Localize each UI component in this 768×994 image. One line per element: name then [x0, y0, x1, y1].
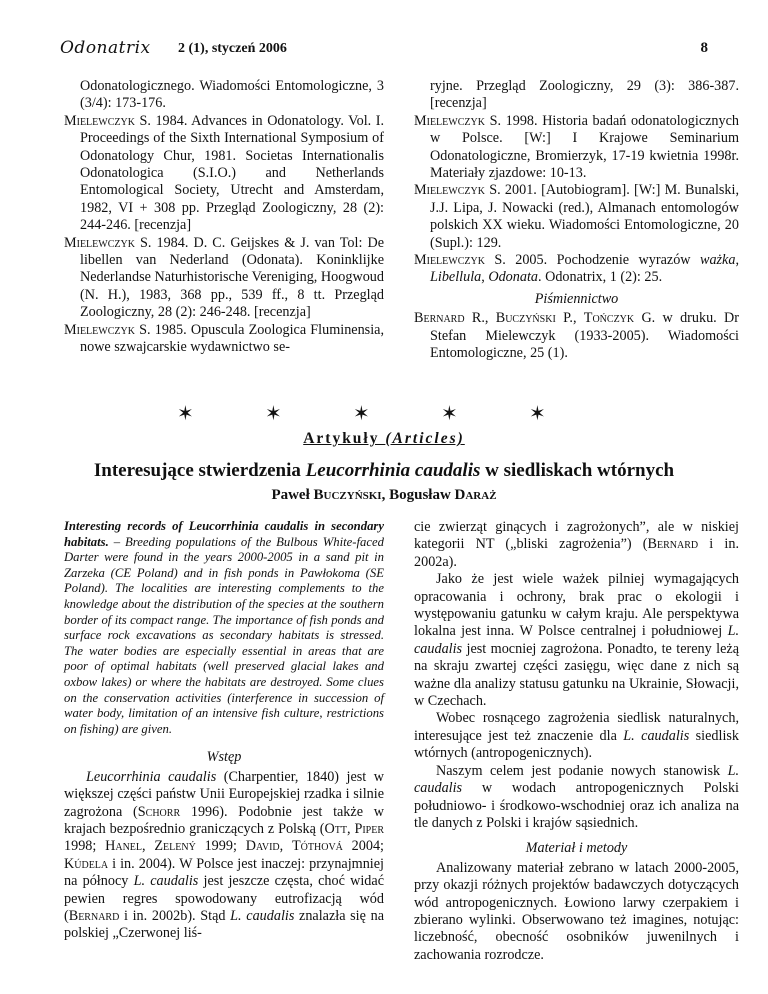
citation-author: Bernard	[647, 536, 699, 553]
title-species: Leucorrhinia caudalis	[305, 460, 481, 481]
body-text: ,	[347, 820, 355, 837]
body-paragraph	[414, 519, 739, 571]
body-text: Wobec rosnącego zagrożenia siedlisk naturalnych, interesujące jest też znaczenie dla	[414, 710, 739, 744]
body-text: i in. 2004). W Polsce jest inaczej: przynajmniej na północy	[64, 855, 384, 890]
wstep-paragraph	[64, 769, 384, 943]
reference-item	[414, 252, 739, 287]
reference-text: S. 2005. Pochodzenie wyrazów	[484, 252, 700, 269]
page-header	[60, 38, 708, 62]
body-text: i in. 2002b). Stąd	[119, 907, 231, 924]
page-number: 8	[700, 40, 708, 56]
body-text: Jako że jest wiele ważek pilniej wymagających opracowania i ochrony, brak prac o ekologii i występowaniu gatunku w całym kraju. Ale perspektywa lokalna jest inna. W Polsce centralnej i południowej	[414, 571, 739, 640]
reference-text: S. 1985. Opuscula Zoologica Fluminensia, nowe szwajcarskie wydawnictwo se-	[80, 321, 384, 356]
methods-heading: Materiał i metody	[525, 840, 628, 857]
citation-author: David	[245, 838, 280, 855]
section-heading-sub: (Articles)	[385, 430, 465, 447]
title-text: Interesujące stwierdzenia	[93, 460, 306, 481]
author-last-name: Daraż	[454, 487, 497, 503]
citation-author: Tóthová	[292, 838, 343, 855]
species-name: L. caudalis	[414, 762, 739, 797]
reference-author: Bernard	[414, 310, 465, 327]
citation-author: Ott	[324, 820, 347, 837]
citation-author: Zelený	[154, 838, 196, 855]
species-name: L. caudalis	[230, 907, 295, 924]
citation-author: Hanel	[105, 838, 143, 855]
article-authors	[0, 487, 768, 504]
reference-author: Mielewczyk	[64, 321, 135, 338]
species-name: L. caudalis	[623, 727, 690, 744]
reference-text: S. 2001. [Autobiogram]. [W:] M. Bunalski, J.J. Lipa, J. Nowacki (red.), Almanach entomologów polskich XX wieku. Wiadomości Entomologiczne, 20 (Supl.): 129.	[430, 182, 739, 251]
body-text: 1999;	[195, 838, 246, 855]
reference-item	[414, 182, 739, 252]
author-last-name: Buczyński	[313, 487, 382, 503]
abstract-title: Interesting records of Leucorrhinia caudalis in secondary habitats.	[64, 519, 384, 549]
reference-term: ważka	[699, 252, 736, 269]
species-name: L. caudalis	[414, 623, 739, 657]
reference-item	[64, 235, 384, 322]
article-right-column	[414, 519, 739, 964]
reference-author: Mielewczyk	[64, 234, 135, 251]
body-paragraph	[414, 763, 739, 833]
reference-text: ryjne. Przegląd Zoologiczny, 29 (3): 386-387. [recenzja]	[430, 78, 739, 112]
body-paragraph	[414, 710, 739, 762]
reference-item	[64, 322, 384, 357]
reference-author: Buczyński	[495, 310, 556, 327]
reference-item	[64, 78, 384, 113]
reference-author: Mielewczyk	[414, 112, 485, 129]
author-first-name: , Bogusław	[381, 487, 455, 503]
section-heading	[0, 430, 768, 448]
star-icon: ✶	[353, 403, 370, 425]
references-right-column	[414, 78, 739, 363]
reference-term: Odonata	[488, 269, 538, 286]
star-icon: ✶	[265, 403, 282, 425]
body-text: jest jeszcze częsta, choć widać pewien regres spowodowany eutrofizacją wód (	[64, 873, 384, 924]
reference-term: Libellula	[430, 269, 482, 286]
reference-author: Tończyk	[583, 310, 635, 327]
citation-author: Schorr	[137, 803, 181, 820]
abstract	[64, 519, 384, 737]
body-text: ,	[142, 838, 155, 855]
reference-author: Mielewczyk	[414, 182, 485, 199]
author-first-name: Paweł	[271, 487, 314, 503]
reference-text: S. 1984. D. C. Geijskes & J. van Tol: De libellen van Nederland (Odonata). Koninklijke Nederlandse Naturhistorische Vereniging, Hoogwoud (N. H.), 1983, 368 pp., 539 ff., 8 tt. Przegląd Zoologiczny, 28 (2): 246-248. [recenzja]	[80, 234, 384, 321]
reference-text: ,	[735, 252, 739, 269]
body-text: (Charpentier, 1840) jest w większej części państw Unii Europejskiej rzadka i silnie zagrożona (	[64, 768, 384, 820]
reference-text: G. w druku. Dr Stefan Mielewczyk (1933-2005). Wiadomości Entomologiczne, 25 (1).	[430, 310, 739, 362]
reference-author: Mielewczyk	[414, 252, 485, 269]
reference-item	[414, 310, 739, 362]
star-icon: ✶	[441, 403, 458, 425]
body-text: i in. 2002a).	[414, 536, 739, 570]
reference-author: Mielewczyk	[64, 112, 135, 129]
star-icon: ✶	[529, 403, 546, 425]
wstep-heading: Wstęp	[206, 749, 242, 766]
reference-text: ,	[481, 269, 489, 286]
body-paragraph	[414, 571, 739, 710]
body-text: ,	[279, 838, 292, 855]
reference-item	[414, 113, 739, 183]
reference-text: P.,	[555, 310, 584, 327]
abstract-text: – Breeding populations of the Bulbous White-faced Darter were found in the years 2000-2005 in a sand pit in Zarzeka (CE Poland) and in fish ponds in Pawłokoma (SE Poland). The localities are interesting complements to the knowledge about the distribution of the species at the southern border of its compact range. The importance of fish ponds and surface rock excavations as secondary habitats is stressed. The water bodies are especially essential in areas that are poor of optimal habitats (well preserved glacial lakes and oxbow lakes) or where the habitats are destroyed. Some clues on the conservation activities (interference in succession of water body, limitation of an intensive fish culture, restrictions on fishing) are given.	[64, 534, 384, 736]
section-heading-main: Artykuły	[303, 430, 386, 447]
section-separator	[0, 404, 768, 428]
journal-logo: Odonatrix	[60, 38, 151, 58]
body-paragraph: Analizowany materiał zebrano w latach 2000-2005, przy okazji różnych projektów badawczych dotyczących wód antropogenicznych. Łowiono larwy czerpakiem i zbierano wylinki. Obserwowano też imagines, notując: liczebność, obecność osobników juwenilnych i zachowania rozrodcze.	[414, 859, 739, 963]
title-text: w siedliskach wtórnych	[480, 460, 675, 481]
body-text: w wodach antropogenicznych Polski południowo- i środkowo-wschodniej oraz ich analiza na tle danych z Polski i krajów sąsiednich.	[414, 780, 739, 831]
reference-item	[64, 113, 384, 235]
reference-text: S. 1984. Advances in Odonatology. Vol. I. Proceedings of the Sixth International Symposium of Odonatology Chur, 1981. Societas Internationalis Odonatologica (S.I.O.) and Netherlands Entomological Society, Utrecht and Amsterdam, 1982, VI + 308 pp. Przegląd Zoologiczny, 28 (2): 244-246. [recenzja]	[80, 112, 384, 234]
reference-text: R.,	[464, 310, 496, 327]
reference-text: . Odonatrix, 1 (2): 25.	[538, 269, 663, 286]
issue-info: 2 (1), styczeń 2006	[178, 41, 287, 56]
body-text: znalazła się na polskiej „Czerwonej liś-	[64, 907, 384, 942]
reference-text: S. 1998. Historia badań odonatologicznych w Polsce. [W:] I Krajowe Seminarium Odonatologiczne, Bromierzyk, 17-19 kwietnia 1998r. Materiały zjazdowe: 10-13.	[430, 112, 739, 182]
citation-author: Piper	[354, 820, 384, 837]
body-text: siedlisk wtórnych (antropogenicznych).	[414, 727, 739, 762]
species-name: Leucorrhinia caudalis	[86, 768, 217, 785]
species-name: L. caudalis	[133, 873, 199, 890]
body-text: jest mocniej zagrożona. Ponadto, te tereny leżą na skraju zwartej części zasięgu, więc dane z nich są ważne dla analizy statusu gatunku na Ukrainie, Słowacji, w Czechach.	[414, 640, 739, 710]
article-left-column	[64, 519, 384, 943]
pismiennictwo-heading: Piśmiennictwo	[534, 290, 619, 307]
body-text: cie zwierząt ginących i zagrożonych”, ale w niskiej kategorii NT („bliski zagrożenia”) (	[414, 519, 739, 553]
article-title	[0, 460, 768, 482]
body-text: Naszym celem jest podanie nowych stanowisk	[436, 762, 728, 779]
citation-author: Bernard	[68, 907, 120, 924]
body-text: 1998;	[64, 838, 106, 855]
star-icon: ✶	[177, 403, 194, 425]
reference-text: Odonatologicznego. Wiadomości Entomologiczne, 3 (3/4): 173-176.	[80, 78, 384, 112]
body-text: 2004;	[342, 838, 384, 855]
references-left-column	[64, 78, 384, 357]
citation-author: Kúdela	[64, 855, 109, 872]
reference-item	[414, 78, 739, 113]
body-text: 1996). Podobnie jest także w krajach bezpośrednio graniczących z Polską (	[64, 803, 384, 837]
